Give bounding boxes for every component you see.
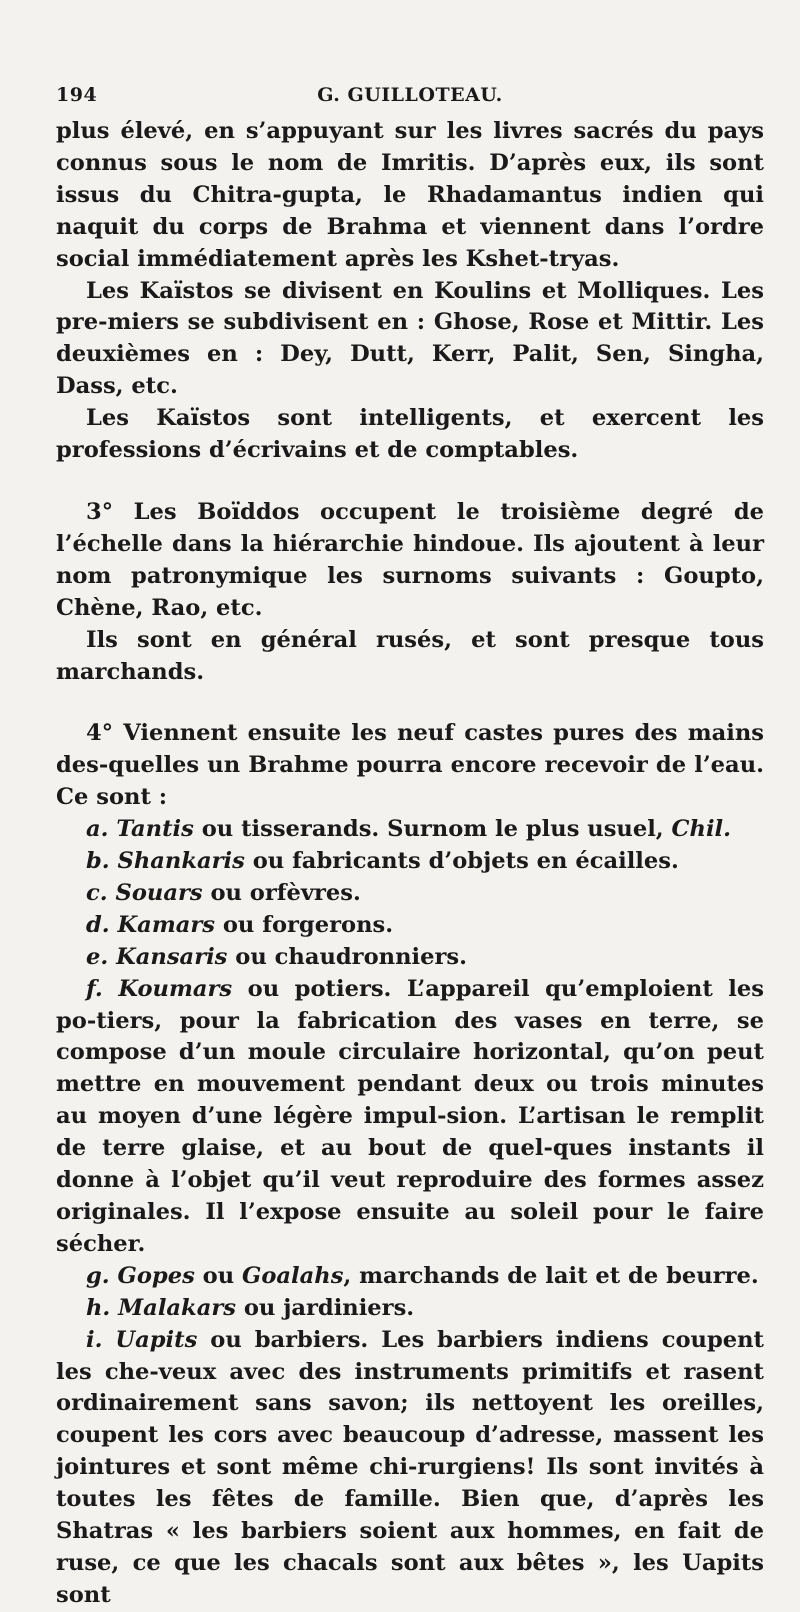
list-item-e: e. Kansaris ou chaudronniers. xyxy=(86,943,467,970)
list-item-f: f. Koumars ou potiers. L’appareil qu’emploient les po-tiers, pour la fabrication des vases en terre, se compose d’un moule circulaire horizontal, qu’on peut mettre en mouvement pendant deux ou trois minutes au moyen d’une légère impul-sion. L’artisan le remplit de terre glaise, et au bout de quel-ques instants il donne à l’objet qu’il veut reproduire des formes assez originales. Il l’expose ensuite au soleil pour le faire sécher. xyxy=(56,975,764,1257)
list-item-d: d. Kamars ou forgerons. xyxy=(86,911,394,938)
paragraph-2: Les Kaïstos se divisent en Koulins et Molliques. Les pre-miers se subdivisent en : Ghose, Rose et Mittir. Les deuxièmes en : Dey, Dutt, Kerr, Palit, Sen, Singha, Dass, etc. xyxy=(56,277,764,400)
list-item-b: b. Shankaris ou fabricants d’objets en écailles. xyxy=(86,848,679,875)
paragraph-1: plus élevé, en s’appuyant sur les livres sacrés du pays connus sous le nom de Imritis. D’après eux, ils sont issus du Chitra-gupta, le Rhadamantus indien qui naquit du corps de Brahma et viennent dans l’ordre social immédiatement après les Kshet-tryas. xyxy=(56,118,764,272)
body-text xyxy=(56,116,764,1612)
list-item-i: i. Uapits ou barbiers. Les barbiers indiens coupent les che-veux avec des instruments primitifs et rasent ordinairement sans savon; ils nettoyent les oreilles, coupent les cors avec beaucoup d’adresse, massent les jointures et sont même chi-rurgiens! Ils sont invités à toutes les fêtes de famille. Bien que, d’après les Shatras « les barbiers soient aux hommes, en fait de ruse, ce que les chacals sont aux bêtes », les Uapits sont xyxy=(56,1326,764,1608)
page xyxy=(56,84,764,1612)
list-item-a: a. Tantis ou tisserands. Surnom le plus usuel, Chil. xyxy=(86,816,731,843)
page-header xyxy=(56,84,764,106)
page-number: 194 xyxy=(56,84,98,106)
paragraph-4: 3° Les Boïddos occupent le troisième degré de l’échelle dans la hiérarchie hindoue. Ils ajoutent à leur nom patronymique les surnoms suivants : Goupto, Chène, Rao, etc. xyxy=(56,498,764,621)
paragraph-5: Ils sont en général rusés, et sont presque tous marchands. xyxy=(56,626,764,685)
paragraph-6: 4° Viennent ensuite les neuf castes pures des mains des-quelles un Brahme pourra encore recevoir de l’eau. Ce sont : xyxy=(56,720,764,811)
list-item-c: c. Souars ou orfèvres. xyxy=(86,879,361,906)
list-item-h: h. Malakars ou jardiniers. xyxy=(86,1294,415,1321)
running-title: G. GUILLOTEAU. xyxy=(317,84,503,106)
list-item-g: g. Gopes ou Goalahs, marchands de lait et de beurre. xyxy=(86,1262,759,1289)
paragraph-3: Les Kaïstos sont intelligents, et exercent les professions d’écrivains et de comptables. xyxy=(56,405,764,464)
